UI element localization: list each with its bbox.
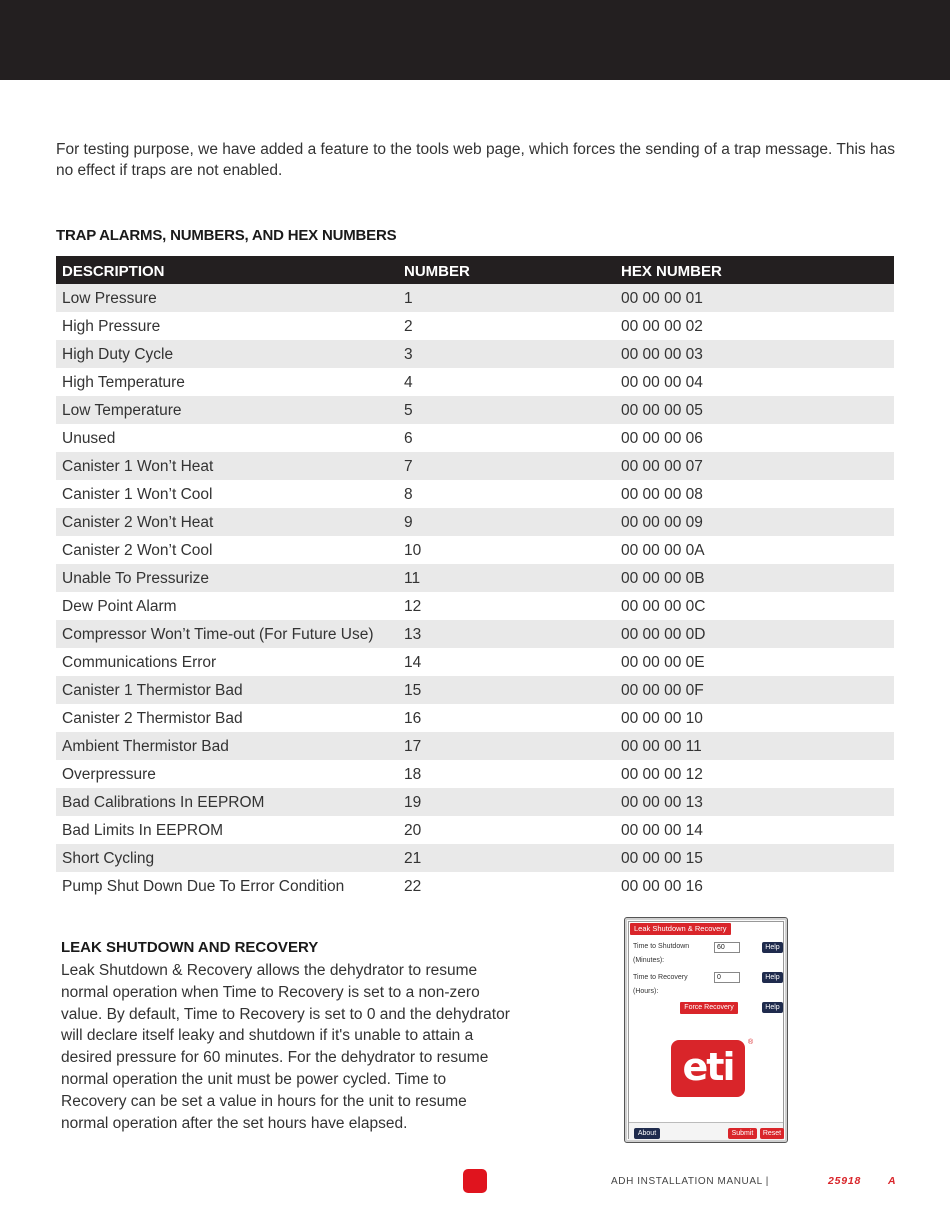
- leak-section-body: Leak Shutdown & Recovery allows the dehydrator to resume normal operation when Time to Recovery is set to a non-zero value. By default, Time to Recovery is set to 0 and the dehydrator will declare itself leaky and shutdown if it's unable to attain a desired pressure for 60 minutes. For the dehydrator to resume normal operation the unit must be power cycled. Time to Recovery can be set a value in hours for the unit to resume normal operation after the set hours have elapsed.: [61, 962, 510, 1132]
- leak-section-title: LEAK SHUTDOWN AND RECOVERY: [61, 939, 319, 956]
- cell-description: Canister 2 Won’t Cool: [56, 536, 398, 564]
- header-number: NUMBER: [398, 256, 615, 284]
- cell-hex-number: 00 00 00 14: [615, 816, 894, 844]
- table-row: [56, 452, 894, 480]
- cell-hex-number: 00 00 00 0C: [615, 592, 894, 620]
- table-row: [56, 536, 894, 564]
- table-header-row: [56, 256, 894, 284]
- shutdown-label: Time to Shutdown (Minutes):: [633, 943, 690, 964]
- cell-description: Pump Shut Down Due To Error Condition: [56, 872, 398, 900]
- cell-hex-number: 00 00 00 0E: [615, 648, 894, 676]
- trap-table: [56, 256, 894, 900]
- table-row: [56, 592, 894, 620]
- cell-number: 7: [398, 452, 615, 480]
- cell-hex-number: 00 00 00 11: [615, 732, 894, 760]
- cell-hex-number: 00 00 00 05: [615, 396, 894, 424]
- force-recovery-button[interactable]: Force Recovery: [680, 1002, 738, 1014]
- table-row: [56, 564, 894, 592]
- table-row: [56, 312, 894, 340]
- cell-description: High Duty Cycle: [56, 340, 398, 368]
- cell-hex-number: 00 00 00 13: [615, 788, 894, 816]
- cell-number: 5: [398, 396, 615, 424]
- table-row: [56, 676, 894, 704]
- shutdown-input[interactable]: 60: [714, 942, 740, 953]
- cell-number: 1: [398, 284, 615, 312]
- table-row: [56, 284, 894, 312]
- cell-description: Communications Error: [56, 648, 398, 676]
- cell-description: Low Temperature: [56, 396, 398, 424]
- cell-number: 14: [398, 648, 615, 676]
- cell-hex-number: 00 00 00 15: [615, 844, 894, 872]
- cell-description: Short Cycling: [56, 844, 398, 872]
- cell-description: Dew Point Alarm: [56, 592, 398, 620]
- registered-mark: ®: [748, 1039, 754, 1046]
- eti-logo-text: eti: [682, 1045, 734, 1089]
- cell-hex-number: 00 00 00 10: [615, 704, 894, 732]
- cell-number: 22: [398, 872, 615, 900]
- table-row: [56, 816, 894, 844]
- header-hex-number: HEX NUMBER: [615, 256, 894, 284]
- cell-hex-number: 00 00 00 07: [615, 452, 894, 480]
- trap-section-title: TRAP ALARMS, NUMBERS, AND HEX NUMBERS: [56, 227, 397, 244]
- table-row: [56, 424, 894, 452]
- shutdown-help-button[interactable]: Help: [762, 942, 783, 953]
- header-band: [0, 0, 950, 80]
- cell-number: 4: [398, 368, 615, 396]
- cell-number: 9: [398, 508, 615, 536]
- eti-logo: [671, 1040, 745, 1097]
- cell-hex-number: 00 00 00 12: [615, 760, 894, 788]
- cell-description: Unused: [56, 424, 398, 452]
- cell-number: 18: [398, 760, 615, 788]
- table-row: [56, 760, 894, 788]
- cell-description: Canister 1 Won’t Heat: [56, 452, 398, 480]
- footer-doc-number: 25918: [828, 1175, 862, 1187]
- reset-button[interactable]: Reset: [760, 1128, 784, 1139]
- table-row: [56, 480, 894, 508]
- table-row: [56, 788, 894, 816]
- footer-revision: A: [888, 1175, 896, 1187]
- cell-description: Bad Limits In EEPROM: [56, 816, 398, 844]
- cell-hex-number: 00 00 00 09: [615, 508, 894, 536]
- cell-number: 13: [398, 620, 615, 648]
- cell-number: 2: [398, 312, 615, 340]
- cell-number: 11: [398, 564, 615, 592]
- cell-number: 12: [398, 592, 615, 620]
- panel-bottom-bar: [629, 1122, 783, 1140]
- cell-description: Canister 1 Won’t Cool: [56, 480, 398, 508]
- force-help-button[interactable]: Help: [762, 1002, 783, 1013]
- cell-description: Low Pressure: [56, 284, 398, 312]
- cell-description: Canister 1 Thermistor Bad: [56, 676, 398, 704]
- cell-number: 16: [398, 704, 615, 732]
- cell-description: High Pressure: [56, 312, 398, 340]
- table-row: [56, 508, 894, 536]
- cell-hex-number: 00 00 00 02: [615, 312, 894, 340]
- cell-description: Bad Calibrations In EEPROM: [56, 788, 398, 816]
- cell-number: 10: [398, 536, 615, 564]
- cell-description: Canister 2 Thermistor Bad: [56, 704, 398, 732]
- table-row: [56, 396, 894, 424]
- cell-description: Overpressure: [56, 760, 398, 788]
- table-row: [56, 844, 894, 872]
- table-row: [56, 704, 894, 732]
- cell-description: Ambient Thermistor Bad: [56, 732, 398, 760]
- panel-frame: [628, 921, 784, 1139]
- cell-hex-number: 00 00 00 01: [615, 284, 894, 312]
- cell-number: 15: [398, 676, 615, 704]
- footer-manual-title: ADH INSTALLATION MANUAL |: [611, 1176, 769, 1187]
- table-row: [56, 368, 894, 396]
- cell-description: High Temperature: [56, 368, 398, 396]
- cell-hex-number: 00 00 00 04: [615, 368, 894, 396]
- device-panel-screenshot: [624, 917, 788, 1143]
- submit-button[interactable]: Submit: [728, 1128, 757, 1139]
- cell-hex-number: 00 00 00 0B: [615, 564, 894, 592]
- cell-number: 17: [398, 732, 615, 760]
- cell-hex-number: 00 00 00 08: [615, 480, 894, 508]
- cell-number: 8: [398, 480, 615, 508]
- cell-hex-number: 00 00 00 16: [615, 872, 894, 900]
- cell-hex-number: 00 00 00 0D: [615, 620, 894, 648]
- cell-number: 20: [398, 816, 615, 844]
- table-row: [56, 872, 894, 900]
- cell-hex-number: 00 00 00 0F: [615, 676, 894, 704]
- cell-description: Unable To Pressurize: [56, 564, 398, 592]
- cell-number: 3: [398, 340, 615, 368]
- cell-number: 19: [398, 788, 615, 816]
- panel-header-tab: Leak Shutdown & Recovery: [630, 923, 731, 935]
- table-row: [56, 340, 894, 368]
- recovery-input[interactable]: 0: [714, 972, 740, 983]
- table-row: [56, 732, 894, 760]
- recovery-label: Time to Recovery (Hours):: [633, 974, 688, 995]
- intro-paragraph: For testing purpose, we have added a feature to the tools web page, which forces the sending of a trap message. This has no effect if traps are not enabled.: [56, 141, 895, 179]
- cell-hex-number: 00 00 00 06: [615, 424, 894, 452]
- cell-hex-number: 00 00 00 03: [615, 340, 894, 368]
- cell-number: 6: [398, 424, 615, 452]
- cell-hex-number: 00 00 00 0A: [615, 536, 894, 564]
- table-row: [56, 620, 894, 648]
- recovery-help-button[interactable]: Help: [762, 972, 783, 983]
- header-description: DESCRIPTION: [56, 256, 398, 284]
- cell-description: Compressor Won’t Time-out (For Future Use): [56, 620, 398, 648]
- footer-brand-mark: [463, 1169, 487, 1193]
- cell-number: 21: [398, 844, 615, 872]
- about-button[interactable]: About: [634, 1128, 660, 1139]
- cell-description: Canister 2 Won’t Heat: [56, 508, 398, 536]
- table-row: [56, 648, 894, 676]
